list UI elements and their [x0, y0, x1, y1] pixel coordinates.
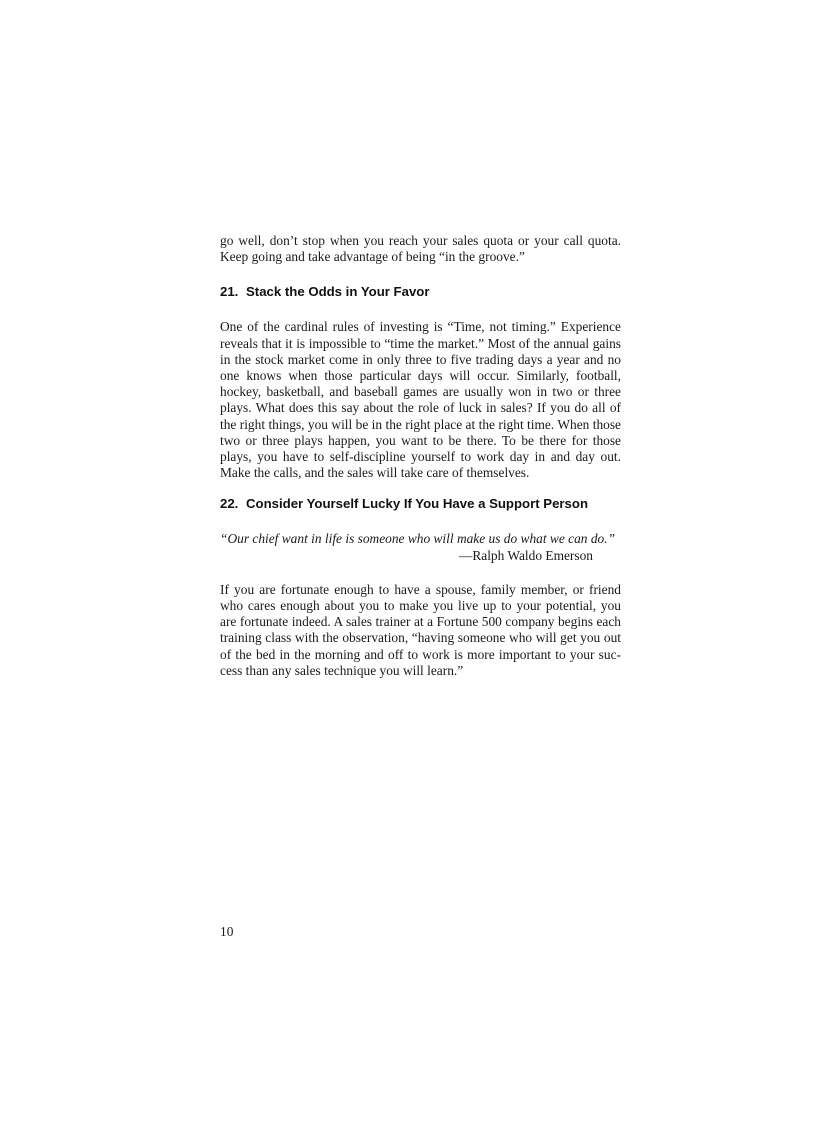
section-21-title: Stack the Odds in Your Favor — [246, 284, 430, 300]
epigraph-quote: “Our chief want in life is someone who will make us do what we can do.” — [220, 531, 616, 547]
page-number: 10 — [220, 924, 234, 939]
epigraph-attribution: —Ralph Waldo Emerson — [458, 547, 593, 563]
section-22-number: 22. — [220, 496, 239, 512]
section-21-heading — [220, 284, 621, 300]
page-content — [220, 233, 621, 679]
section-22-heading — [220, 496, 621, 512]
section-21-number: 21. — [220, 284, 239, 300]
section-22-title: Consider Yourself Lucky If You Have a Support Person — [246, 496, 588, 512]
section-21-body: One of the cardinal rules of investing is “Time, not timing.” Experience reveals that it is impossible to “time the market.” Most of the annual gains in the stock market come in only three to five trading days a year and no one knows when those particular days will occur. Similarly, football, hockey, basketball, and baseball games are usually won in two or three plays. What does this say about the role of luck in sales? If you do all of the right things, you will be in the right place at the right time. When those two or three plays happen, you want to be there. To be there for those plays, you have to self-discipline yourself to work day in and day out. Make the calls, and the sales will take care of themselves. — [220, 319, 621, 481]
section-22-body: If you are fortunate enough to have a spouse, family member, or friend who cares enough about you to make you live up to your potential, you are fortunate indeed. A sales trainer at a Fortune 500 company begins each training class with the observation, “having someone who will get you out of the bed in the morning and off to work is more important to your success than any sales technique you will learn.” — [220, 581, 621, 678]
continuation-paragraph: go well, don’t stop when you reach your sales quota or your call quota. Keep going and take advantage of being “in the groove.” — [220, 233, 621, 265]
epigraph — [220, 531, 621, 563]
